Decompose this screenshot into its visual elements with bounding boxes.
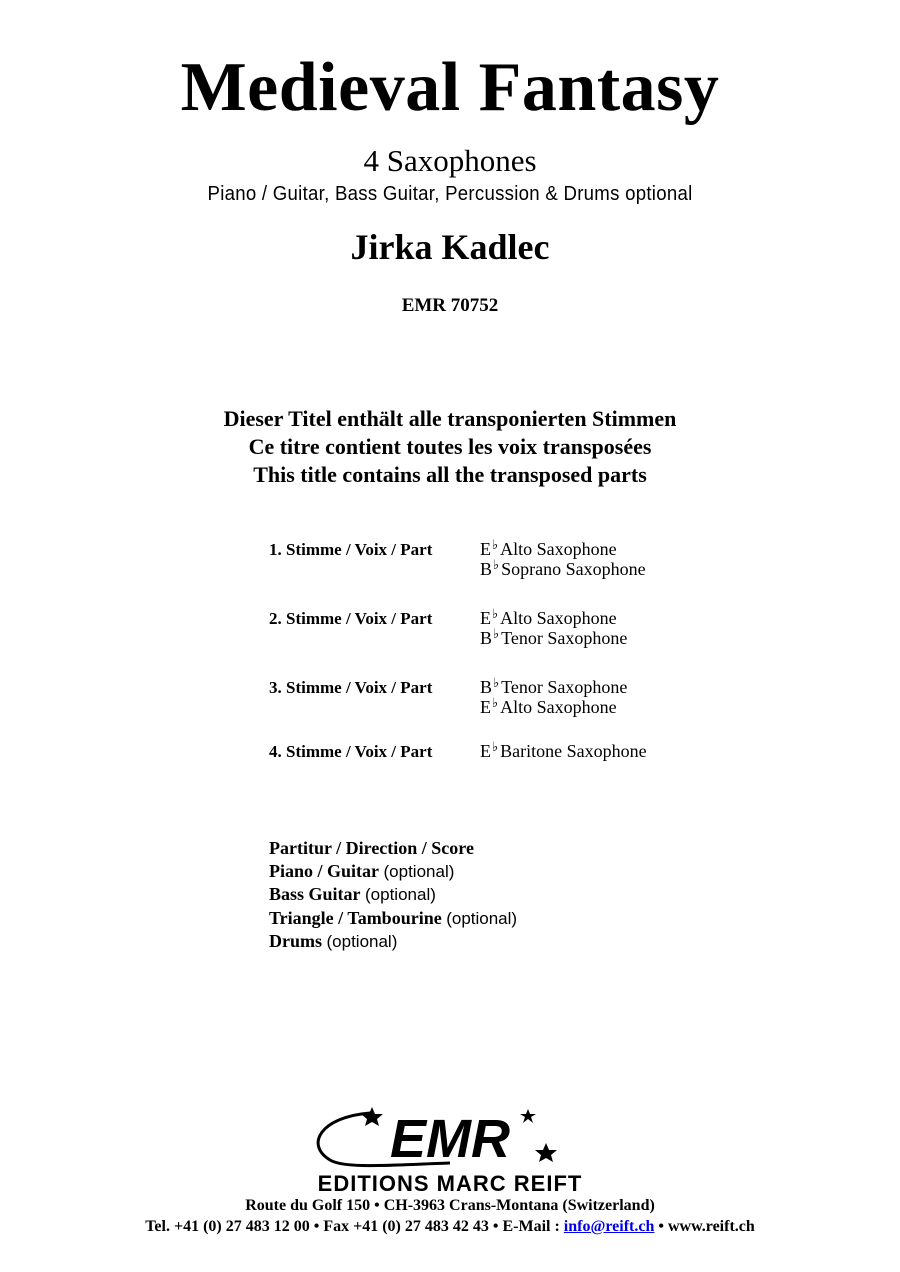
contents-item: Bass Guitar (optional) [269,884,436,904]
part-row [269,675,789,747]
contents-item: Piano / Guitar (optional) [269,860,455,881]
composer: Jirka Kadlec [350,227,550,267]
flat-icon: ♭ [493,557,500,572]
instrument-line: B♭ Soprano Saxophone [480,557,646,579]
flat-icon: ♭ [492,739,499,754]
catalog-number: EMR 70752 [401,295,499,316]
instrument-line: B♭ Tenor Saxophone [480,626,628,648]
publisher-contact: Tel. +41 (0) 27 483 12 00 • Fax +41 (0) 27 483 42 43 • E-Mail : info@reift.ch • www.reift.ch [145,1218,755,1235]
part-label: 3. Stimme / Voix / Part [269,678,433,697]
part-instruments [480,675,628,718]
contents-item: Partitur / Direction / Score [269,838,474,858]
notice-french: Ce titre contient toutes les voix transposées [248,434,652,459]
contents-item: Triangle / Tambourine (optional) [269,907,518,928]
instrument-line: E♭ Alto Saxophone [480,606,617,628]
star-icon [361,1107,383,1126]
notice-german: Dieser Titel enthält alle transponierten Stimmen [223,406,677,431]
instrument-line: B♭ Tenor Saxophone [480,675,628,697]
parts-list [269,537,789,816]
part-instruments [480,606,628,649]
part-label: 4. Stimme / Voix / Part [269,742,433,761]
contents-item: Drums (optional) [269,931,398,951]
flat-icon: ♭ [493,626,500,641]
notice-english: This title contains all the transposed parts [253,462,647,487]
star-icon [520,1109,536,1123]
contents-list [269,837,517,954]
title: Medieval Fantasy [180,49,720,126]
optional-instruments: Piano / Guitar, Bass Guitar, Percussion & Drums optional [207,183,693,205]
emr-logo [300,1105,600,1195]
part-label: 1. Stimme / Voix / Part [269,540,433,559]
publisher-name: EDITIONS MARC REIFT [317,1171,583,1195]
part-row [269,537,789,609]
part-row [269,739,789,811]
publisher-address: Route du Golf 150 • CH-3963 Crans-Montana (Switzerland) [245,1197,655,1214]
flat-icon: ♭ [492,606,499,621]
subtitle: 4 Saxophones [363,143,537,178]
part-label: 2. Stimme / Voix / Part [269,609,433,628]
part-instruments [480,537,646,580]
flat-icon: ♭ [493,675,500,690]
logo-letters: EMR [390,1109,510,1169]
part-instruments [480,739,647,762]
star-icon [535,1143,557,1162]
instrument-line: E♭ Alto Saxophone [480,695,617,717]
part-row [269,606,789,678]
instrument-line: E♭ Alto Saxophone [480,537,617,559]
email-link[interactable]: info@reift.ch [563,1218,655,1235]
flat-icon: ♭ [492,537,499,552]
instrument-line: E♭ Baritone Saxophone [480,739,647,761]
flat-icon: ♭ [492,695,499,710]
